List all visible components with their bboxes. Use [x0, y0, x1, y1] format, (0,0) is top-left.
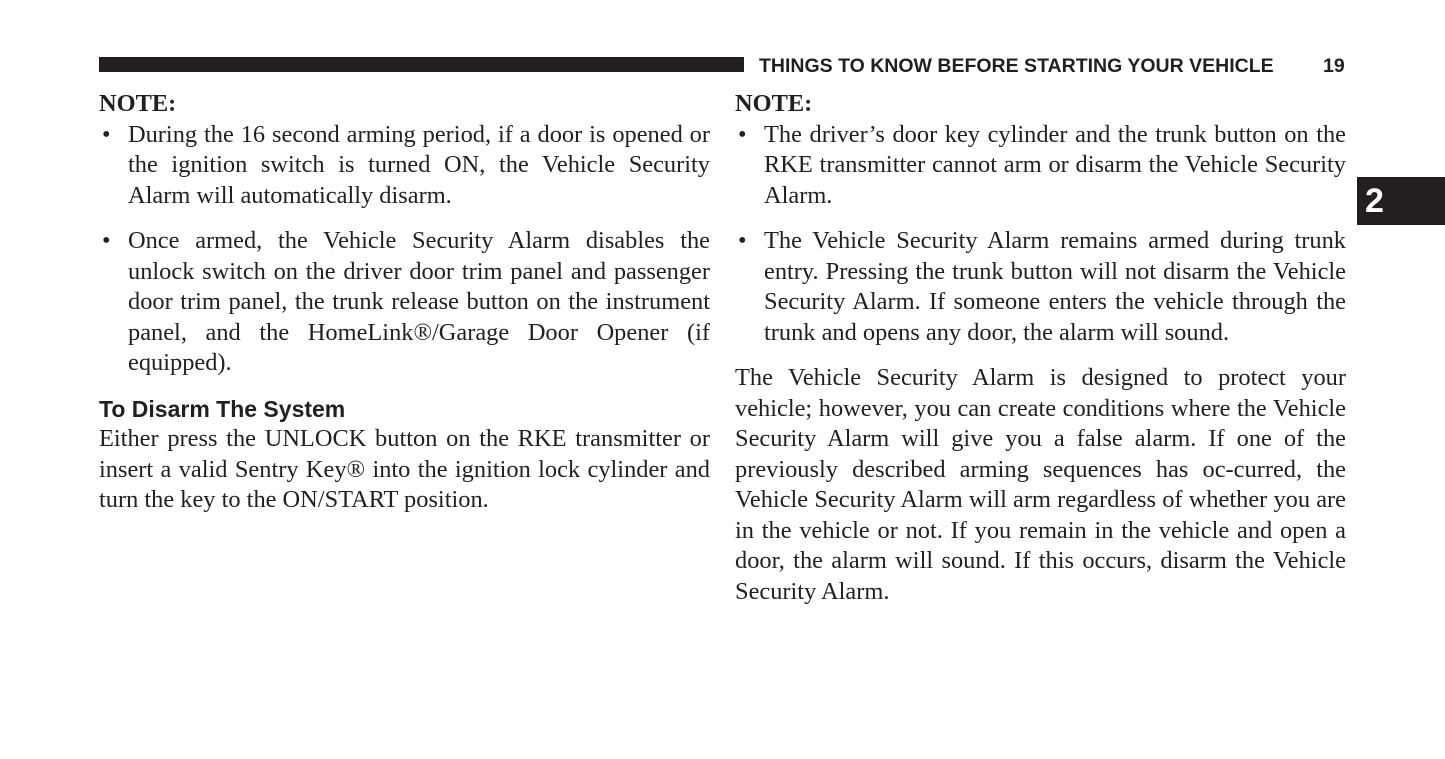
chapter-tab: 2: [1357, 177, 1445, 225]
list-item: [735, 226, 1346, 348]
bullet-icon: •: [738, 227, 747, 254]
bullet-icon: •: [738, 120, 747, 148]
note-label: NOTE:: [735, 90, 813, 117]
right-column: [735, 89, 1346, 607]
note-label: NOTE:: [99, 90, 177, 117]
bullet-icon: •: [102, 227, 111, 254]
running-header-title: THINGS TO KNOW BEFORE STARTING YOUR VEHICLE: [759, 55, 1274, 77]
bullet-text: The driver’s door key cylinder and the trunk button on the RKE transmitter cannot arm or disarm the Vehicle Security Alarm.: [764, 120, 1346, 209]
note-bullet-list: [735, 120, 1346, 349]
bullet-text: The Vehicle Security Alarm remains armed during trunk entry. Pressing the trunk button will not disarm the Vehicle Security Alarm. If someone enters the vehicle through the trunk and opens any door, the alarm will sound.: [764, 227, 1346, 346]
page-number: 19: [1323, 55, 1345, 77]
section-heading: To Disarm The System: [99, 395, 346, 422]
list-item: [99, 120, 710, 212]
header-rule: [99, 57, 744, 72]
bullet-icon: •: [102, 120, 111, 148]
bullet-text: Once armed, the Vehicle Security Alarm disables the unlock switch on the driver door trim panel and passenger door trim panel, the trunk release button on the instrument panel, and the HomeLink®/Garage Door Opener (if equipped).: [128, 227, 710, 376]
bullet-text: During the 16 second arming period, if a door is opened or the ignition switch is turned ON, the Vehicle Security Alarm will automatically disarm.: [128, 120, 710, 209]
body-paragraph: The Vehicle Security Alarm is designed to protect your vehicle; however, you can create conditions where the Vehicle Security Alarm will give you a false alarm. If one of the previously described arming sequences has oc-curred, the Vehicle Security Alarm will arm regardless of whether you are in the vehicle or not. If you remain in the vehicle and open a door, the alarm will sound. If this occurs, disarm the Vehicle Security Alarm.: [735, 364, 1346, 605]
section-body: Either press the UNLOCK button on the RKE transmitter or insert a valid Sentry Key® into the ignition lock cylinder and turn the key to the ON/START position.: [99, 425, 710, 513]
note-bullet-list: [99, 120, 710, 379]
list-item: [735, 120, 1346, 212]
list-item: [99, 226, 710, 379]
left-column: [99, 89, 710, 516]
